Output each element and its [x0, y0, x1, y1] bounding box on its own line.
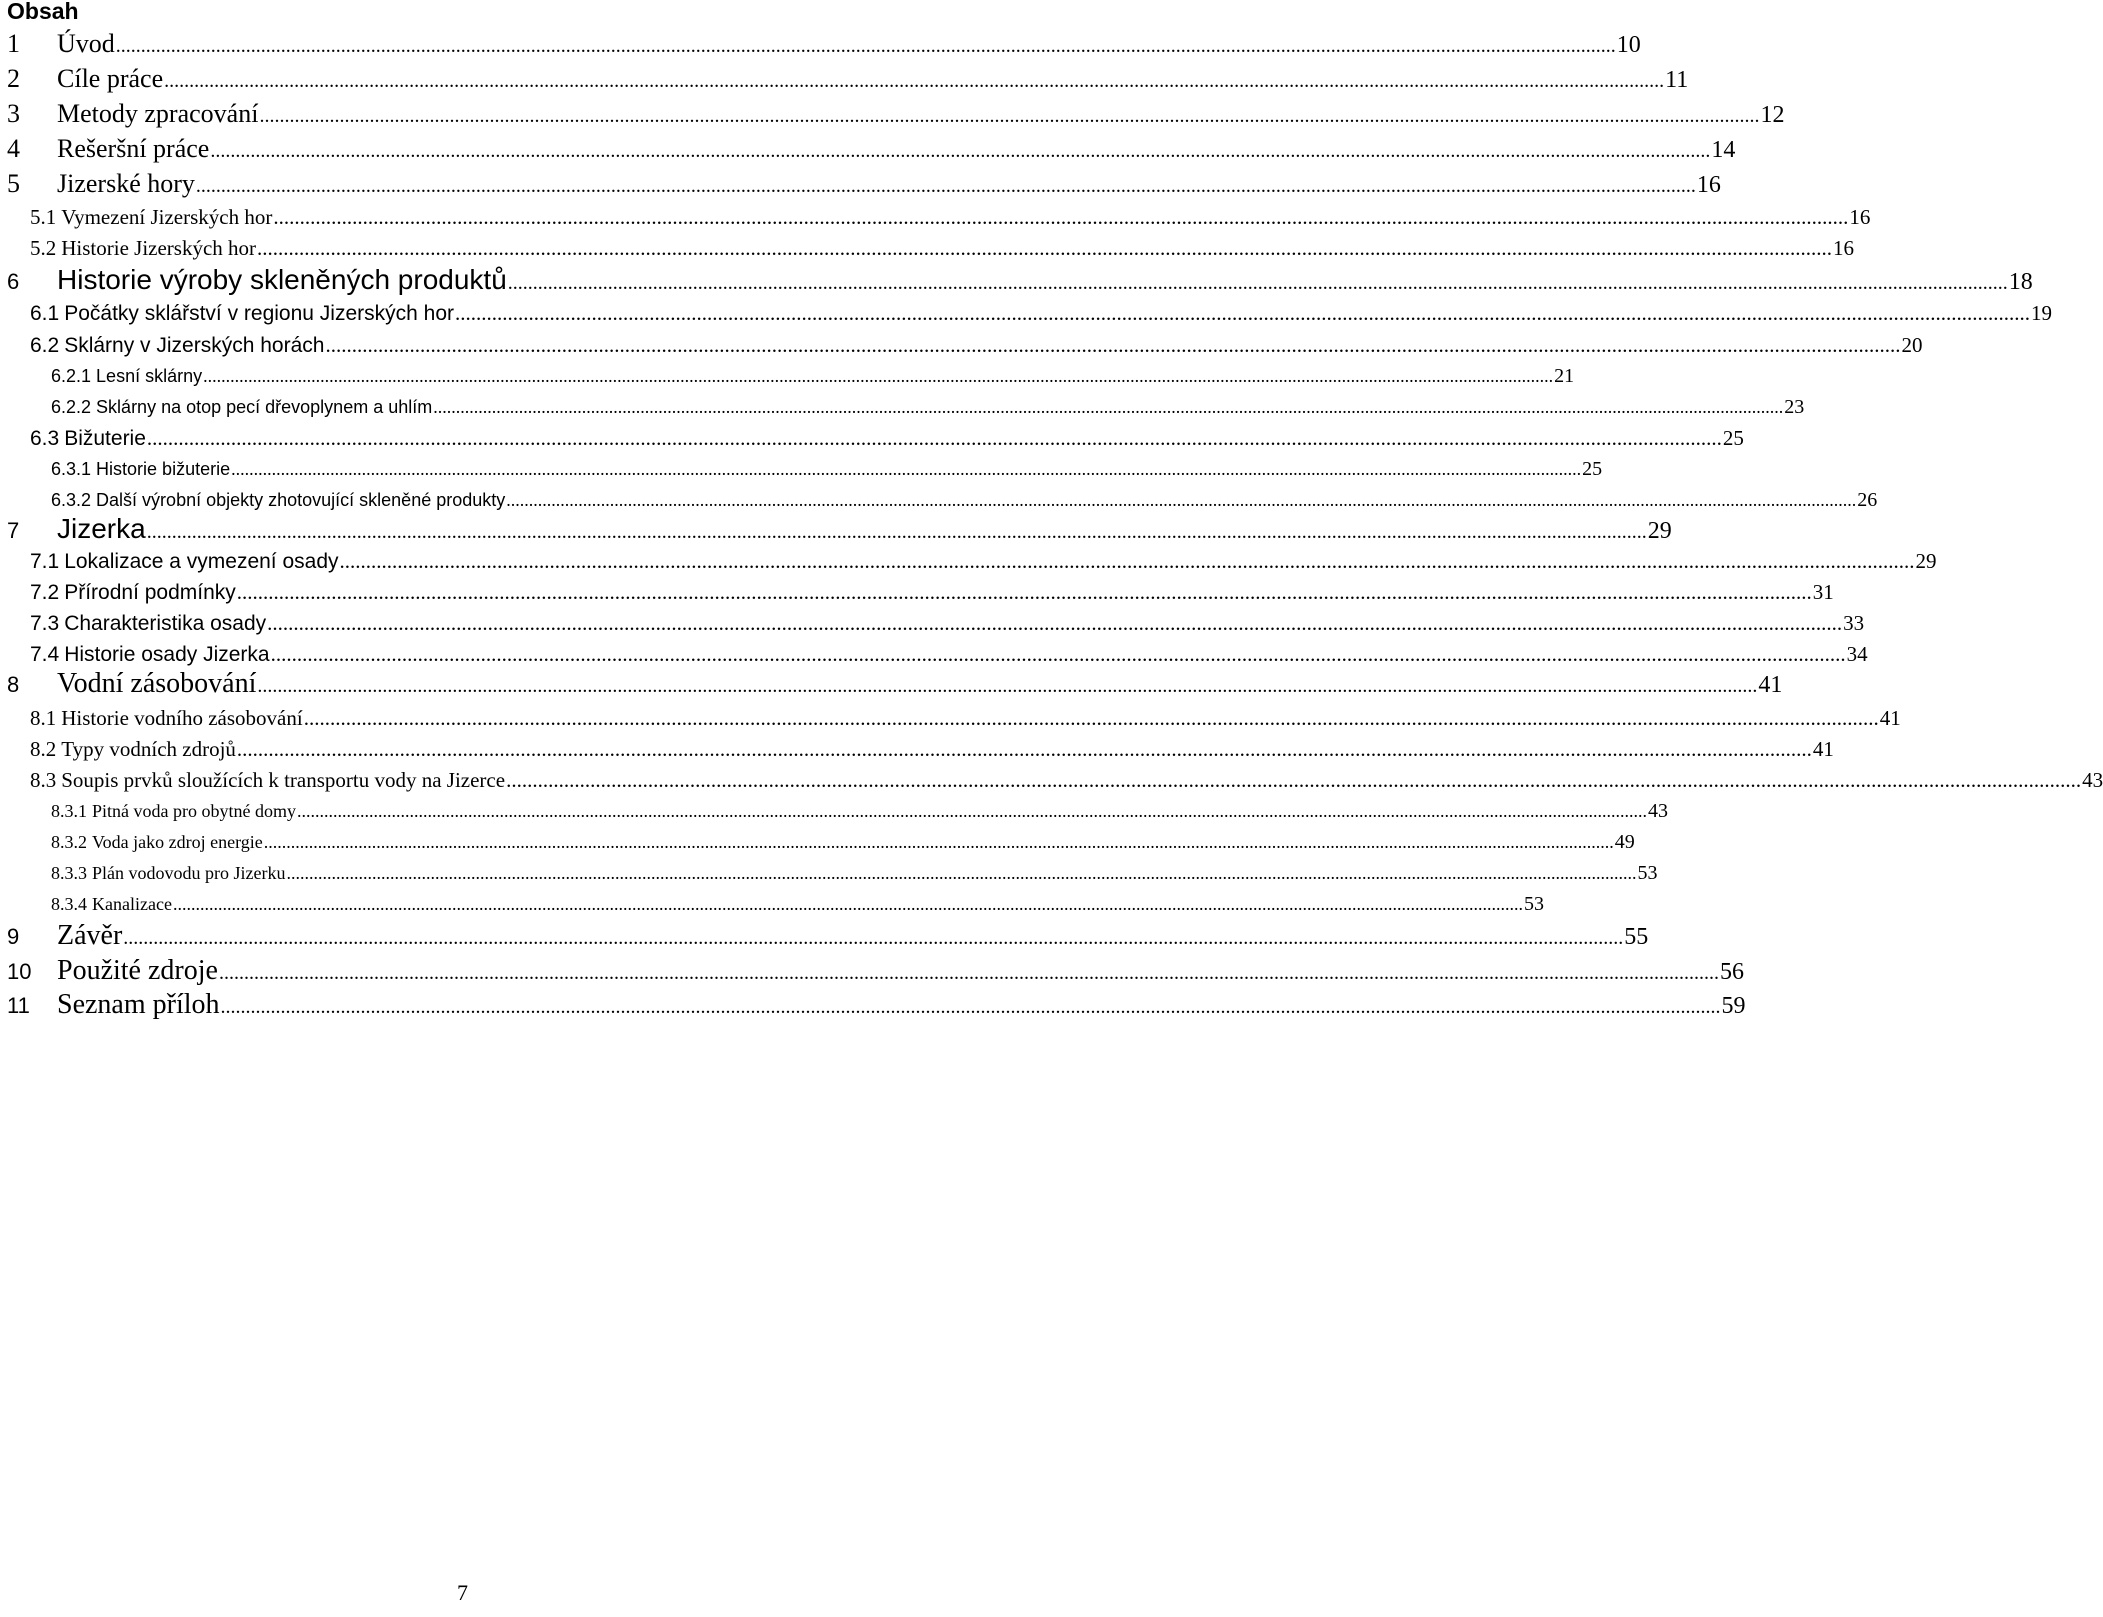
toc-title: Bižuterie — [64, 427, 146, 450]
toc-entry[interactable] — [30, 233, 1855, 263]
dot-leader: ............................................................................................................................................................................................................................................................................................................ — [218, 962, 1719, 984]
toc-entry[interactable] — [7, 131, 1736, 167]
toc-number: 7 — [7, 518, 20, 543]
toc-page-number: 18 — [2008, 269, 2033, 295]
toc-number: 4 — [7, 134, 20, 163]
toc-number: 10 — [7, 959, 32, 984]
toc-title: Seznam příloh — [57, 989, 220, 1020]
toc-page-number: 56 — [1719, 959, 1744, 985]
toc-number: 6.3 — [30, 427, 60, 450]
dot-leader: ............................................................................................................................................................................................................................................................................................................ — [303, 706, 1879, 730]
dot-leader: ............................................................................................................................................................................................................................................................................................................ — [257, 675, 1758, 697]
toc-number: 8.3.4 — [51, 894, 87, 914]
toc-page-number: 53 — [1637, 862, 1658, 884]
toc-title: Typy vodních zdrojů — [61, 737, 236, 761]
toc-entry[interactable] — [7, 61, 1689, 97]
toc-page-number: 41 — [1758, 672, 1783, 698]
toc-number: 8 — [7, 672, 20, 697]
dot-leader: ............................................................................................................................................................................................................................................................................................................ — [236, 737, 1812, 761]
toc-number: 8.3.3 — [51, 863, 87, 883]
toc-page-number: 12 — [1760, 102, 1785, 128]
toc-title: Počátky sklářství v regionu Jizerských hor — [64, 302, 455, 325]
toc-title: Lesní sklárny — [96, 366, 203, 386]
dot-leader: ............................................................................................................................................................................................................................................................................................................ — [164, 70, 1665, 92]
toc-title: Plán vodovodu pro Jizerku — [92, 863, 286, 883]
toc-page-number: 33 — [1843, 611, 1865, 635]
toc-entry[interactable] — [30, 202, 1871, 232]
toc-number: 5.2 — [30, 236, 57, 260]
toc-title: Úvod — [57, 29, 115, 58]
toc-entry[interactable] — [30, 330, 1923, 360]
dot-leader: ............................................................................................................................................................................................................................................................................................................ — [263, 832, 1614, 852]
dot-leader: ............................................................................................................................................................................................................................................................................................................ — [506, 490, 1857, 510]
toc-entry[interactable] — [30, 765, 2103, 795]
toc-number: 8.3.2 — [51, 832, 87, 852]
dot-leader: ............................................................................................................................................................................................................................................................................................................ — [286, 863, 1637, 883]
toc-number: 6 — [7, 269, 20, 294]
toc-number: 6.1 — [30, 302, 60, 325]
toc-page-number: 41 — [1879, 706, 1901, 730]
toc-page-number: 23 — [1784, 396, 1805, 418]
toc-number: 7.2 — [30, 581, 60, 604]
toc-page-number: 29 — [1915, 549, 1937, 573]
dot-leader: ............................................................................................................................................................................................................................................................................................................ — [257, 236, 1833, 260]
toc-entry[interactable] — [51, 361, 1575, 391]
toc-title: Pitná voda pro obytné domy — [92, 801, 296, 821]
toc-entry[interactable] — [7, 918, 1649, 954]
toc-page-number: 16 — [1696, 172, 1721, 198]
dot-leader: ............................................................................................................................................................................................................................................................................................................ — [270, 642, 1846, 666]
page-title: Obsah — [7, 0, 79, 24]
toc-entry[interactable] — [30, 639, 1868, 669]
dot-leader: ............................................................................................................................................................................................................................................................................................................ — [296, 801, 1647, 821]
dot-leader: ............................................................................................................................................................................................................................................................................................................ — [273, 205, 1849, 229]
toc-title: Jizerské hory — [57, 169, 195, 198]
toc-entry[interactable] — [30, 608, 1865, 638]
toc-entry[interactable] — [30, 734, 1834, 764]
toc-page-number: 34 — [1846, 642, 1868, 666]
toc-title: Historie výroby skleněných produktů — [57, 264, 507, 295]
toc-entry[interactable] — [51, 889, 1544, 919]
toc-title: Sklárny na otop pecí dřevoplynem a uhlím — [96, 397, 433, 417]
toc-number: 5.1 — [30, 205, 57, 229]
toc-entry[interactable] — [7, 26, 1641, 62]
toc-title: Charakteristika osady — [64, 612, 267, 635]
toc-number: 8.3.1 — [51, 801, 87, 821]
toc-number: 6.3.2 — [51, 490, 92, 510]
toc-title: Závěr — [57, 920, 123, 951]
toc-page-number: 25 — [1582, 458, 1603, 480]
toc-entry[interactable] — [7, 953, 1744, 989]
toc-entry[interactable] — [30, 423, 1744, 453]
toc-number: 9 — [7, 924, 20, 949]
toc-page-number: 41 — [1812, 737, 1834, 761]
toc-title: Voda jako zdroj energie — [92, 832, 263, 852]
toc-title: Cíle práce — [57, 64, 164, 93]
toc-title: Kanalizace — [92, 894, 172, 914]
toc-entry[interactable] — [30, 703, 1901, 733]
toc-title: Lokalizace a vymezení osady — [64, 550, 339, 573]
toc-number: 7.1 — [30, 550, 60, 573]
toc-title: Další výrobní objekty zhotovující skleněné produkty — [96, 490, 506, 510]
toc-entry[interactable] — [7, 666, 1783, 702]
page-number: 7 — [457, 1580, 468, 1605]
toc-number: 11 — [7, 993, 30, 1018]
toc-entry[interactable] — [7, 96, 1785, 132]
toc-title: Soupis prvků sloužících k transportu vody na Jizerce — [61, 768, 506, 792]
toc-number: 6.2.1 — [51, 366, 92, 386]
toc-entry[interactable] — [7, 987, 1746, 1023]
toc-page-number: 43 — [2082, 768, 2103, 792]
toc-entry[interactable] — [30, 577, 1834, 607]
toc-number: 2 — [7, 64, 20, 93]
dot-leader: ............................................................................................................................................................................................................................................................................................................ — [172, 894, 1523, 914]
toc-number: 8.2 — [30, 737, 57, 761]
toc-page-number: 25 — [1722, 426, 1744, 450]
toc-number: 6.3.1 — [51, 459, 92, 479]
toc-number: 7.3 — [30, 612, 60, 635]
dot-leader: ............................................................................................................................................................................................................................................................................................................ — [455, 301, 2031, 325]
dot-leader: ............................................................................................................................................................................................................................................................................................................ — [433, 397, 1784, 417]
toc-page-number: 55 — [1624, 924, 1649, 950]
toc-entry[interactable] — [7, 166, 1721, 202]
toc-title: Historie Jizerských hor — [61, 236, 257, 260]
toc-entry[interactable] — [7, 511, 1672, 547]
toc-title: Historie vodního zásobování — [61, 706, 303, 730]
toc-title: Historie osady Jizerka — [64, 643, 270, 666]
toc-entry[interactable] — [7, 262, 2033, 298]
dot-leader: ............................................................................................................................................................................................................................................................................................................ — [210, 140, 1711, 162]
toc-entry[interactable] — [51, 827, 1635, 857]
toc-entry[interactable] — [30, 298, 2053, 328]
dot-leader: ............................................................................................................................................................................................................................................................................................................ — [267, 611, 1843, 635]
dot-leader: ............................................................................................................................................................................................................................................................................................................ — [339, 549, 1915, 573]
toc-title: Vymezení Jizerských hor — [61, 205, 273, 229]
toc-page-number: 20 — [1901, 333, 1923, 357]
toc-entry[interactable] — [51, 454, 1603, 484]
toc-title: Sklárny v Jizerských horách — [64, 334, 325, 357]
dot-leader: ............................................................................................................................................................................................................................................................................................................ — [506, 768, 2082, 792]
toc-page-number: 26 — [1857, 489, 1878, 511]
toc-entry[interactable] — [51, 796, 1668, 826]
toc-title: Použité zdroje — [57, 955, 218, 986]
toc-title: Historie bižuterie — [96, 459, 231, 479]
toc-page-number: 16 — [1849, 205, 1871, 229]
toc-number: 5 — [7, 169, 20, 198]
dot-leader: ............................................................................................................................................................................................................................................................................................................ — [236, 580, 1812, 604]
dot-leader: ............................................................................................................................................................................................................................................................................................................ — [203, 366, 1554, 386]
toc-number: 7.4 — [30, 643, 60, 666]
toc-entry[interactable] — [30, 546, 1937, 576]
toc-page-number: 59 — [1721, 993, 1746, 1019]
dot-leader: ............................................................................................................................................................................................................................................................................................................ — [220, 996, 1721, 1018]
toc-title: Jizerka — [57, 513, 146, 544]
toc-page-number: 43 — [1647, 800, 1668, 822]
toc-number: 8.1 — [30, 706, 57, 730]
dot-leader: ............................................................................................................................................................................................................................................................................................................ — [259, 105, 1760, 127]
toc-page-number: 21 — [1554, 365, 1575, 387]
toc-title: Přírodní podmínky — [64, 581, 236, 604]
toc-number: 3 — [7, 99, 20, 128]
dot-leader: ............................................................................................................................................................................................................................................................................................................ — [195, 175, 1696, 197]
toc-title: Metody zpracování — [57, 99, 259, 128]
toc-page-number: 49 — [1614, 831, 1635, 853]
toc-number: 6.2 — [30, 334, 60, 357]
dot-leader: ............................................................................................................................................................................................................................................................................................................ — [146, 426, 1722, 450]
toc-page-number: 10 — [1616, 32, 1641, 58]
toc-page-number: 53 — [1523, 893, 1544, 915]
toc-number: 8.3 — [30, 768, 57, 792]
toc-page-number: 14 — [1711, 137, 1736, 163]
toc-title: Rešeršní práce — [57, 134, 210, 163]
dot-leader: ............................................................................................................................................................................................................................................................................................................ — [231, 459, 1582, 479]
toc-page-number: 16 — [1833, 236, 1855, 260]
toc-number: 1 — [7, 29, 20, 58]
toc-number: 6.2.2 — [51, 397, 92, 417]
toc-entry[interactable] — [51, 858, 1658, 888]
toc-page-number: 29 — [1647, 518, 1672, 544]
toc-page-number: 11 — [1665, 67, 1689, 93]
dot-leader: ............................................................................................................................................................................................................................................................................................................ — [507, 272, 2008, 294]
dot-leader: ............................................................................................................................................................................................................................................................................................................ — [146, 521, 1647, 543]
toc-entry[interactable] — [51, 392, 1805, 422]
dot-leader: ............................................................................................................................................................................................................................................................................................................ — [123, 927, 1624, 949]
toc-page-number: 19 — [2031, 301, 2053, 325]
toc-page-number: 31 — [1812, 580, 1834, 604]
dot-leader: ............................................................................................................................................................................................................................................................................................................ — [115, 35, 1616, 57]
toc-title: Vodní zásobování — [57, 668, 257, 699]
dot-leader: ............................................................................................................................................................................................................................................................................................................ — [325, 333, 1901, 357]
